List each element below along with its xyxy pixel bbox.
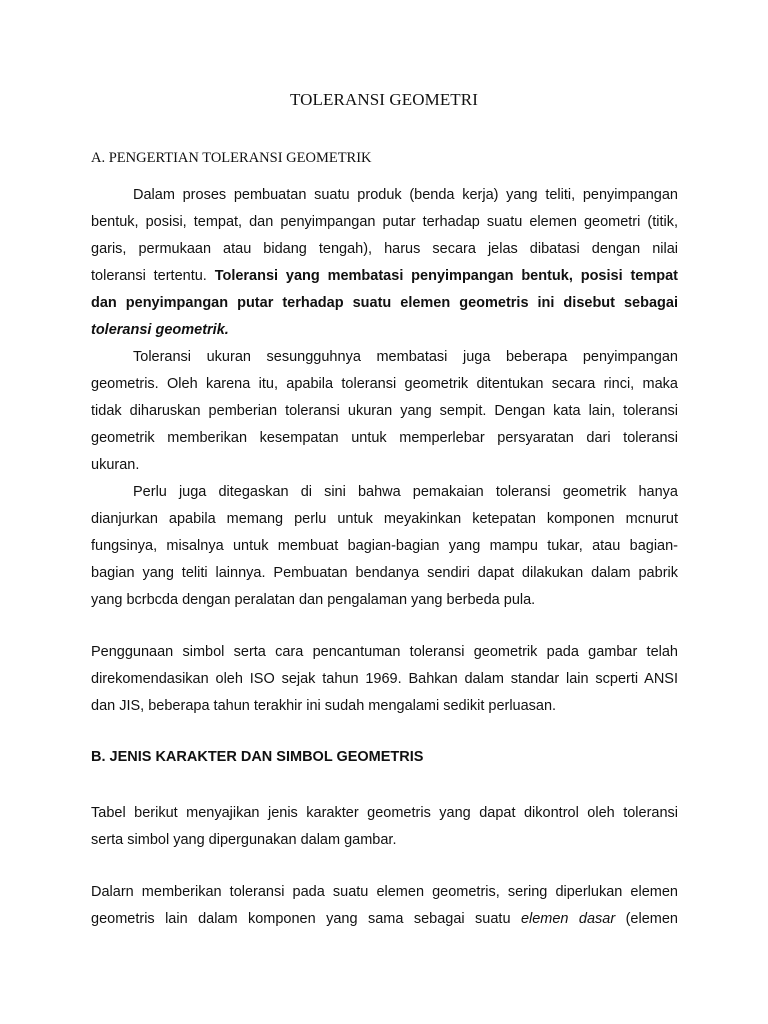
- paragraph-line: tidak diharuskan pemberian toleransi ukuran yang sempit. Dengan kata lain, toleransi: [91, 403, 678, 419]
- paragraph-line: geometrik memberikan kesempatan untuk memperlebar persyaratan dari toleransi: [91, 430, 678, 446]
- paragraph-line: Dalarn memberikan toleransi pada suatu elemen geometris, sering diperlukan elemen: [91, 884, 678, 900]
- paragraph-line: bentuk, posisi, tempat, dan penyimpangan putar terhadap suatu elemen geometri (titik,: [91, 214, 678, 230]
- paragraph-line: [91, 265, 678, 287]
- paragraph-line: [91, 908, 678, 930]
- plain-text: (elemen: [615, 911, 678, 927]
- paragraph-line: dianjurkan apabila memang perlu untuk meyakinkan ketepatan komponen mcnurut: [91, 511, 678, 527]
- paragraph-line: fungsinya, misalnya untuk membuat bagian-bagian yang mampu tukar, atau bagian-: [91, 538, 678, 554]
- paragraph-line: Perlu juga ditegaskan di sini bahwa pemakaian toleransi geometrik hanya: [133, 484, 678, 500]
- plain-text: geometris lain dalam komponen yang sama sebagai suatu: [91, 911, 521, 927]
- plain-text: toleransi tertentu.: [91, 268, 215, 284]
- bold-italic-term: toleransi geometrik.: [91, 322, 229, 338]
- paragraph-line: yang bcrbcda dengan peralatan dan pengalaman yang berbeda pula.: [91, 592, 536, 608]
- paragraph-line: bagian yang teliti lainnya. Pembuatan bendanya sendiri dapat dilakukan dalam pabrik: [91, 565, 678, 581]
- section-b-heading: B. JENIS KARAKTER DAN SIMBOL GEOMETRIS: [91, 749, 424, 765]
- paragraph-line: serta simbol yang dipergunakan dalam gambar.: [91, 832, 397, 848]
- paragraph-line: dan JIS, beberapa tahun terakhir ini sudah mengalami sedikit perluasan.: [91, 698, 557, 714]
- section-a-heading: A. PENGERTIAN TOLERANSI GEOMETRIK: [91, 150, 372, 166]
- paragraph-line: ukuran.: [91, 457, 140, 473]
- document-title: TOLERANSI GEOMETRI: [289, 90, 478, 109]
- paragraph-line: Tabel berikut menyajikan jenis karakter geometris yang dapat dikontrol oleh toleransi: [91, 805, 678, 821]
- paragraph-line: [91, 319, 678, 341]
- paragraph-line: geometris. Oleh karena itu, apabila toleransi geometrik ditentukan secara rinci, maka: [91, 376, 678, 392]
- bold-definition-text: Toleransi yang membatasi penyimpangan bentuk, posisi tempat: [214, 268, 678, 284]
- paragraph-line: garis, permukaan atau bidang tengah), harus secara jelas dibatasi dengan nilai: [91, 241, 678, 257]
- bold-definition-line: dan penyimpangan putar terhadap suatu elemen geometris ini disebut sebagai: [91, 295, 678, 311]
- paragraph-line: direkomendasikan oleh ISO sejak tahun 1969. Bahkan dalam standar lain scperti ANSI: [91, 671, 678, 687]
- paragraph-line: Penggunaan simbol serta cara pencantuman toleransi geometrik pada gambar telah: [91, 644, 678, 660]
- paragraph-line: Toleransi ukuran sesungguhnya membatasi juga beberapa penyimpangan: [133, 349, 678, 365]
- paragraph-line: Dalam proses pembuatan suatu produk (benda kerja) yang teliti, penyimpangan: [133, 187, 678, 203]
- italic-term: elemen dasar: [520, 911, 616, 927]
